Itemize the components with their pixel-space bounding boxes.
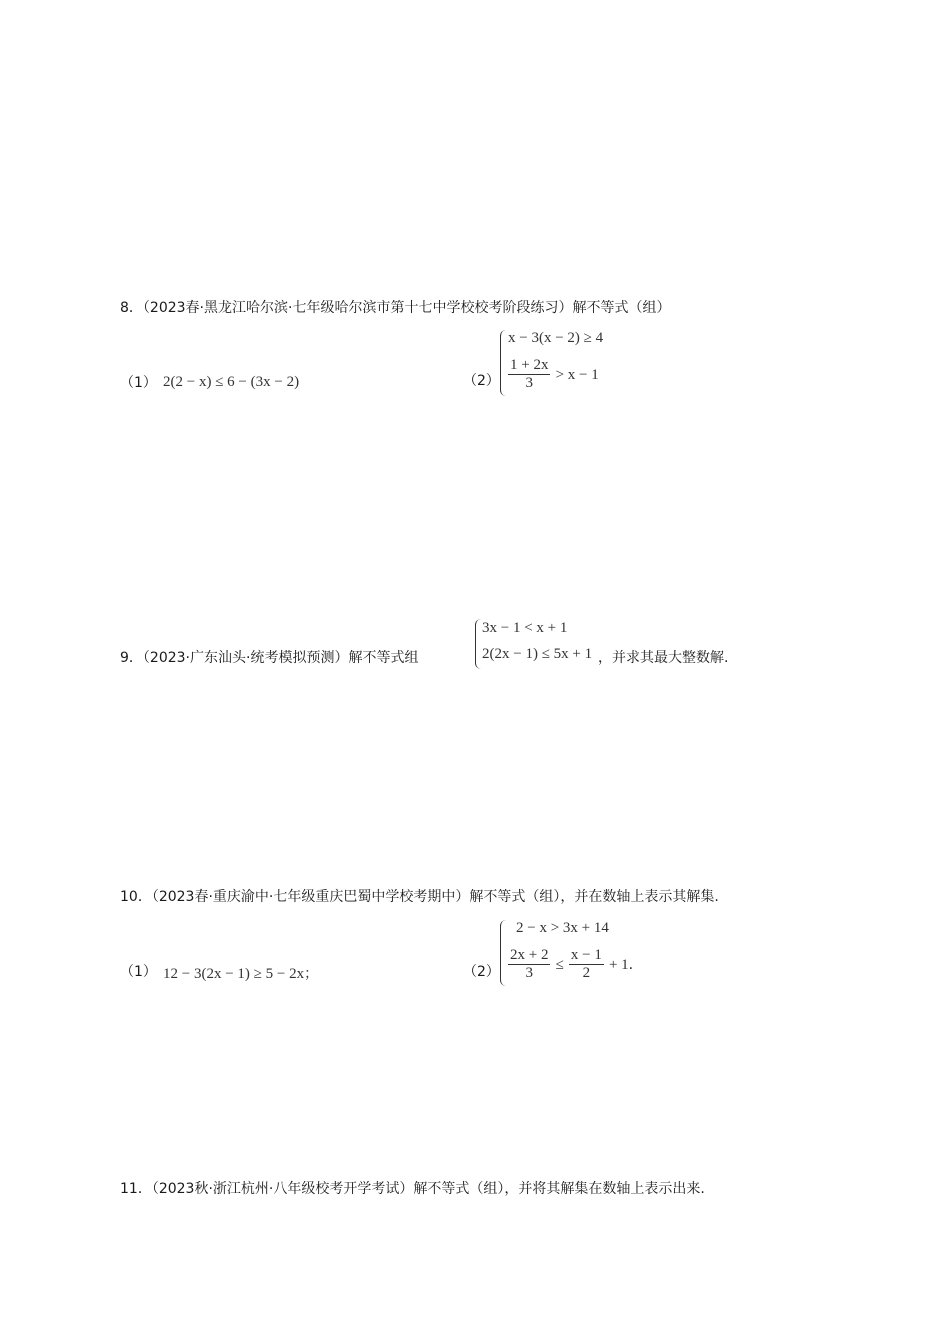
question-10-part-1-expression (163, 963, 318, 983)
system-line-1: x − 3(x − 2) ≥ 4 (508, 330, 604, 346)
system-line-2-rest: > x − 1 (555, 367, 599, 383)
system-line-2-rest: + 1 (608, 957, 629, 973)
question-9-tail: ，并求其最大整数解. (598, 650, 729, 666)
fraction-denominator: 3 (525, 965, 533, 981)
question-8-part-2-system (500, 330, 660, 398)
system-line-1: 2 − x > 3x + 14 (516, 920, 609, 936)
question-10-part-1-label: （1） (120, 964, 157, 980)
system-brace (475, 619, 482, 669)
system-brace (500, 920, 507, 986)
inequality-operator: ≤ (555, 957, 564, 973)
question-8-number: 8． (120, 300, 143, 316)
fraction-denominator: 3 (525, 375, 533, 391)
question-9-system (475, 619, 605, 671)
question-11-source: （2023秋·浙江杭州·八年级校考开学考试）解不等式（组），并将其解集在数轴上表示出来. (151, 1181, 705, 1197)
question-8-part-1-label: （1） (120, 375, 157, 391)
system-line-2 (508, 357, 599, 392)
fraction-numerator: 1 + 2x (510, 357, 549, 373)
question-10-heading (120, 886, 719, 906)
question-10-part-2-label: （2） (463, 964, 500, 980)
fraction (508, 357, 550, 392)
fraction-right (569, 947, 604, 982)
question-9-heading (120, 647, 418, 667)
question-9-source: （2023·广东汕头·统考模拟预测）解不等式组 (142, 650, 419, 666)
fraction-denominator: 2 (582, 965, 591, 981)
fraction-numerator: x − 1 (570, 947, 602, 963)
fraction-left (508, 947, 550, 982)
question-8-part-1-expression: 2(2 − x) ≤ 6 − (3x − 2) (163, 374, 300, 390)
question-11-heading (120, 1178, 705, 1198)
question-10-number: 10． (120, 889, 152, 905)
question-11-number: 11． (120, 1181, 152, 1197)
part-1-tail: ； (304, 967, 319, 982)
question-9-number: 9． (120, 650, 143, 666)
question-8-heading (120, 297, 670, 317)
system-tail: . (628, 957, 634, 973)
system-brace (500, 330, 507, 396)
system-line-2 (508, 947, 633, 982)
part-1-inequality: 12 − 3(2x − 1) ≥ 5 − 2x (163, 966, 305, 982)
fraction-numerator: 2x + 2 (510, 947, 549, 963)
system-line-1: 3x − 1 < x + 1 (482, 620, 568, 636)
system-line-2: 2(2x − 1) ≤ 5x + 1 (482, 646, 593, 662)
question-10-part-2-system (500, 920, 650, 988)
question-8-source: （2023春·黑龙江哈尔滨·七年级哈尔滨市第十七中学校校考阶段练习）解不等式（组） (142, 300, 671, 316)
question-8-part-2-label: （2） (463, 373, 500, 389)
question-10-source: （2023春·重庆渝中·七年级重庆巴蜀中学校考期中）解不等式（组），并在数轴上表示其解集. (151, 889, 719, 905)
